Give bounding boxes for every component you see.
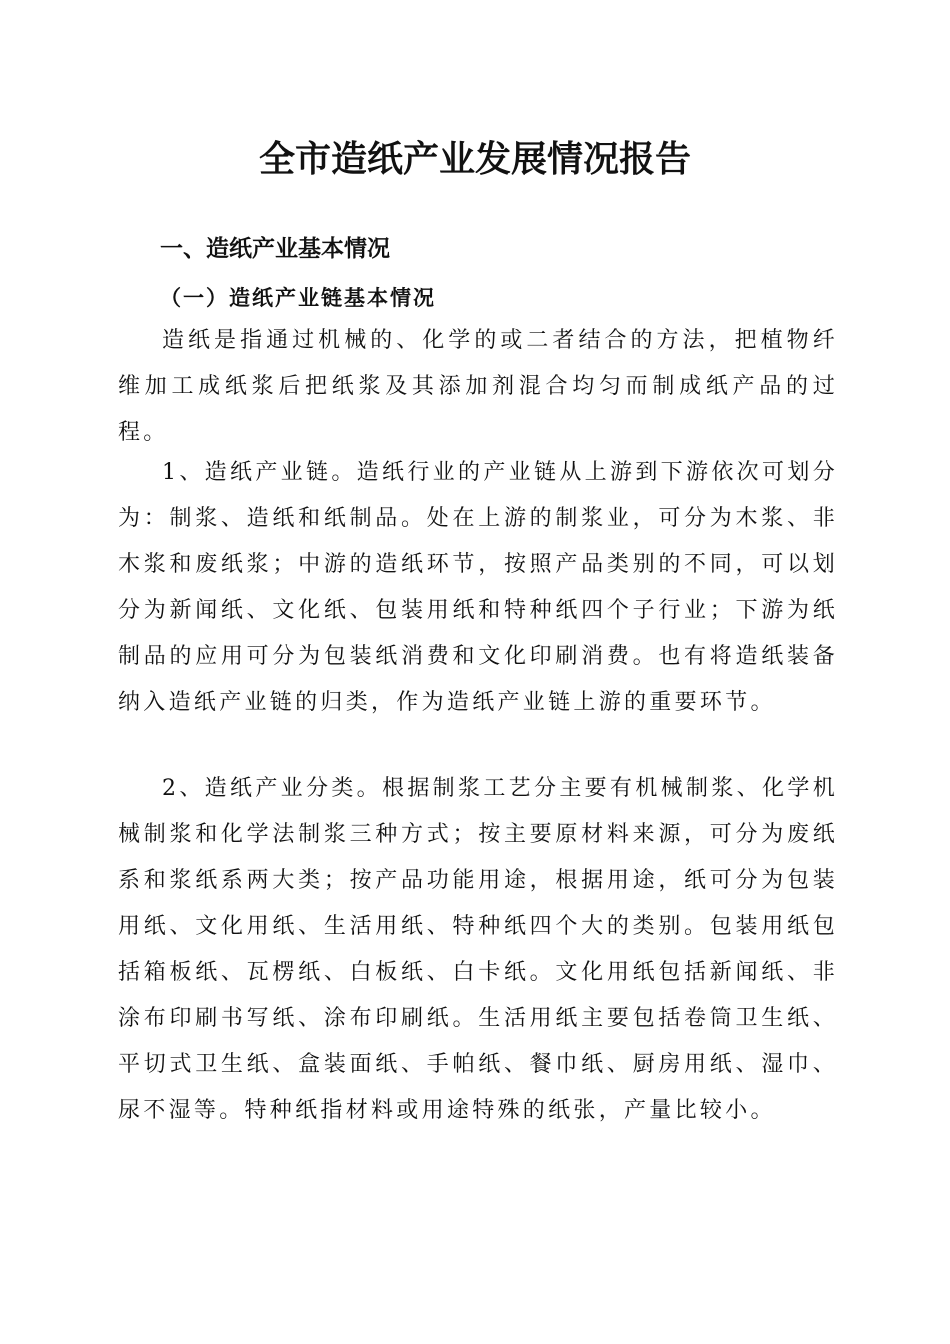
paragraph-industry-classification: 2、造纸产业分类。根据制浆工艺分主要有机械制浆、化学机械制浆和化学法制浆三种方式；按主要原材料来源，可分为废纸系和浆纸系两大类；按产品功能用途，根据用途，纸可分为包装用纸、文化用纸、生活用纸、特种纸四个大的类别。包装用纸包括箱板纸、瓦楞纸、白板纸、白卡纸。文化用纸包括新闻纸、非涂布印刷书写纸、涂布印刷纸。生活用纸主要包括卷筒卫生纸、平切式卫生纸、盒装面纸、手帕纸、餐巾纸、厨房用纸、湿巾、尿不湿等。特种纸指材料或用途特殊的纸张，产量比较小。	[118, 776, 838, 1123]
paragraph-definition: 造纸是指通过机械的、化学的或二者结合的方法，把植物纤维加工成纸浆后把纸浆及其添加剂混合均匀而制成纸产品的过程。	[118, 328, 838, 445]
section-heading: 一、造纸产业基本情况	[160, 236, 390, 262]
paragraph-industry-chain: 1、造纸产业链。造纸行业的产业链从上游到下游依次可划分为：制浆、造纸和纸制品。处在上游的制浆业，可分为木浆、非木浆和废纸浆；中游的造纸环节，按照产品类别的不同，可以划分为新闻纸、文化纸、包装用纸和特种纸四个子行业；下游为纸制品的应用可分为包装纸消费和文化印刷消费。也有将造纸装备纳入造纸产业链的归类，作为造纸产业链上游的重要环节。	[118, 460, 838, 715]
subsection-heading: （一）造纸产业链基本情况	[160, 285, 436, 310]
document-title: 全市造纸产业发展情况报告	[258, 138, 691, 180]
